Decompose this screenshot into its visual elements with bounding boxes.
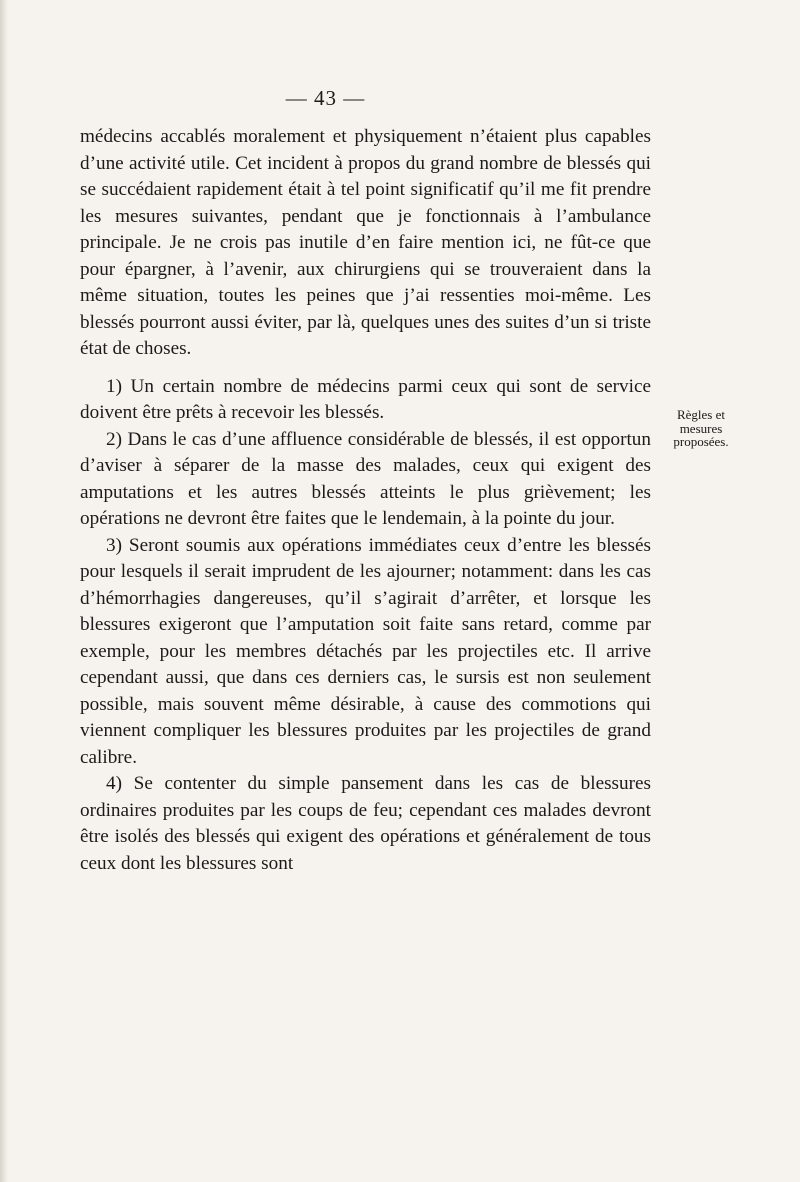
- page-edge-shadow: [0, 0, 8, 1182]
- margin-note-line: proposées.: [673, 434, 729, 449]
- paragraph-rule-1: 1) Un certain nombre de médecins parmi ceux qui sont de service doivent être prêts à recevoir les blessés.: [80, 375, 651, 423]
- margin-note-line: Règles et: [676, 407, 725, 422]
- margin-note-line: mesures: [679, 420, 723, 436]
- paragraph-intro: médecins accablés moralement et physiquement n’étaient plus capables d’une activité utile. Cet incident à propos du grand nombre de blessés qui se succédaient rapidement était à tel point significatif qu’il me fit prendre les mesures suivantes, pendant que je fonctionnais à l’ambulance principale. Je ne crois pas inutile d’en faire mention ici, ne fût-ce que pour épargner, à l’avenir, aux chirurgiens qui se trouveraient dans la même situation, toutes les peines que j’ai ressenties moi-même. Les blessés pourront aussi éviter, par là, quelques unes des suites d’un si triste état de choses.: [80, 126, 651, 359]
- page-number: — 43 —: [285, 86, 366, 110]
- paragraph-rule-4: 4) Se contenter du simple pansement dans les cas de blessures ordinaires produites par les coups de feu; cependant ces malades devront être isolés des blessés qui exigent des opérations et généralement de tous ceux dont les blessures sont: [80, 773, 651, 874]
- paragraph-rule-3: 3) Seront soumis aux opérations immédiates ceux d’entre les blessés pour lesquels il serait imprudent de les ajourner; notamment: dans les cas d’hémorrhagies dangereuses, qu’il s’agirait d’arrêter, et lorsque les blessures exigeront que l’amputation soit faite sans retard, comme par exemple, pour les membres détachés par les projectiles etc. Il arrive cependant aussi, que dans ces derniers cas, le sursis est non seulement possible, mais souvent même désirable, à cause des commotions qui viennent compliquer les blessures produites par les projectiles de grand calibre.: [80, 534, 651, 768]
- paragraph-rule-2: 2) Dans le cas d’une affluence considérable de blessés, il est opportun d’aviser à séparer de la masse des malades, ceux qui exigent des amputations et les autres blessés atteints le plus grièvement; les opérations ne devront être faites que le lendemain, à la pointe du jour.: [80, 428, 651, 529]
- body-text: [80, 124, 651, 877]
- margin-note: [656, 408, 746, 449]
